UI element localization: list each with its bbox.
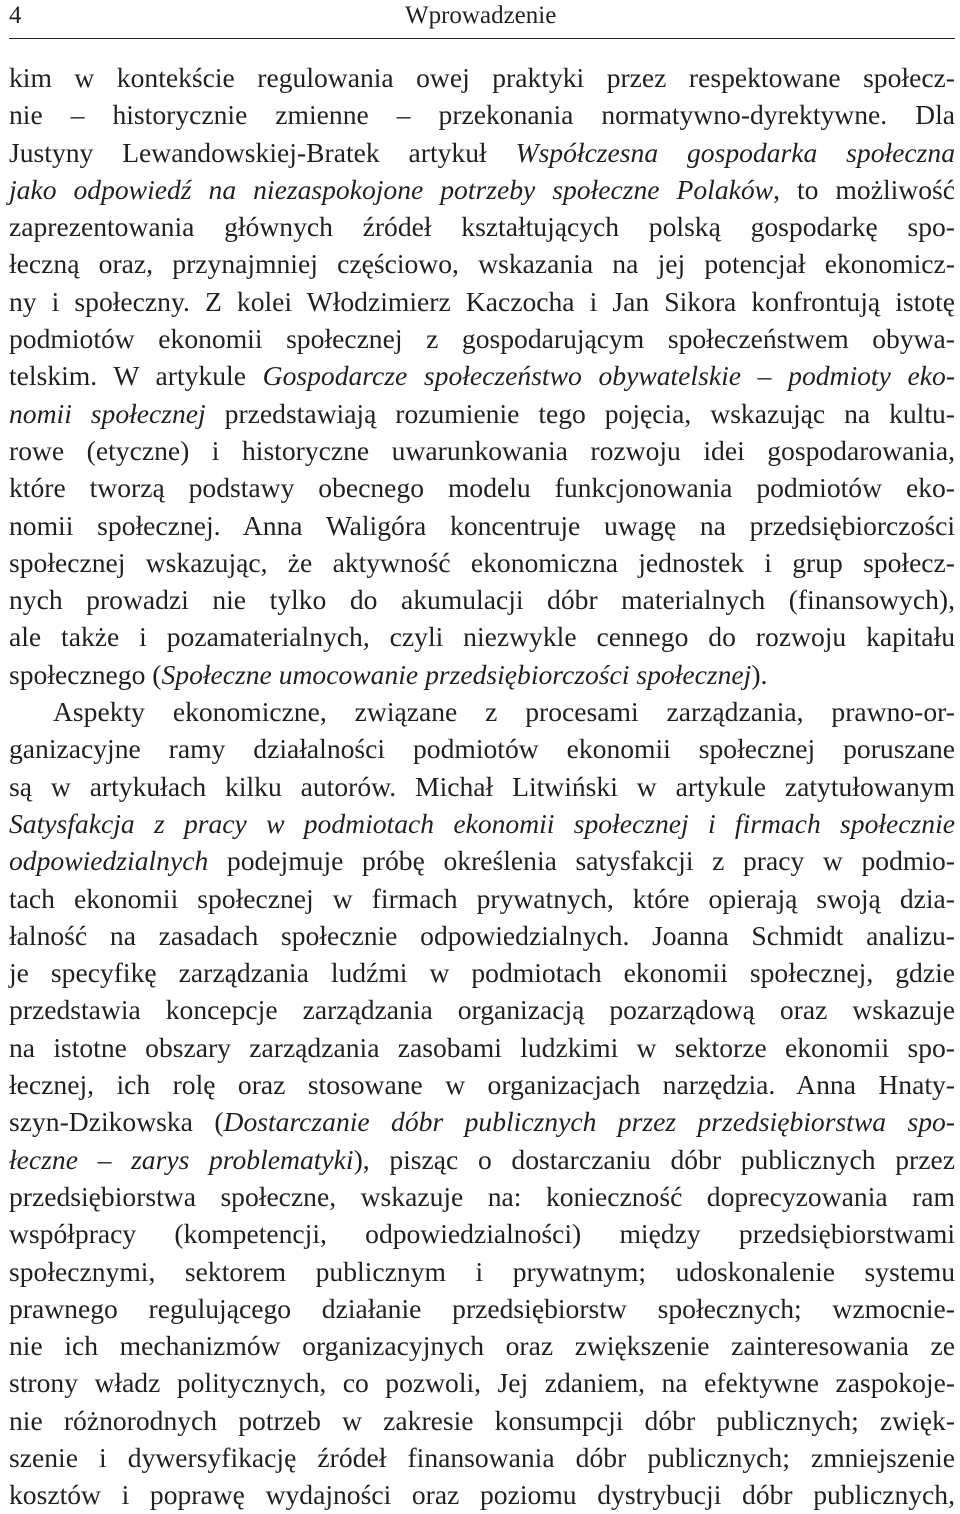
text-line	[9, 171, 955, 208]
text-line	[9, 917, 955, 954]
text-line	[9, 991, 955, 1028]
italic-title: Satysfakcja z pracy w podmiotach ekonomii społecznej i firmach społecznie	[9, 807, 955, 839]
text-line	[9, 954, 955, 991]
text-run: łecznej, ich rolę oraz stosowane w organizacjach narzędzia. Anna Hnaty-	[9, 1069, 955, 1101]
text-run: współpracy (kompetencji, odpowiedzialności) między przedsiębiorstwami	[9, 1218, 955, 1250]
text-run: tach ekonomii społecznej w firmach prywatnych, które opierają swoją dzia-	[9, 882, 955, 914]
text-line	[9, 1103, 955, 1140]
text-run: nomii społecznej. Anna Waligóra koncentruje uwagę na przedsiębiorczości	[9, 509, 955, 541]
text-run: przedsiębiorstwa społeczne, wskazuje na: konieczność doprecyzowania ram	[9, 1180, 955, 1212]
text-line	[9, 1327, 955, 1364]
text-run: przedstawia koncepcje zarządzania organizacją pozarządową oraz wskazuje	[9, 994, 955, 1026]
text-run: ganizacyjne ramy działalności podmiotów ekonomii społecznej poruszane	[9, 733, 955, 765]
text-run: Aspekty ekonomiczne, związane z procesami zarządzania, prawno-or-	[53, 696, 955, 728]
text-line	[9, 395, 955, 432]
text-run: ), pisząc o dostarczaniu dóbr publicznych przez	[353, 1143, 955, 1175]
text-line	[9, 1029, 955, 1066]
text-line	[9, 1066, 955, 1103]
running-head-title: Wprowadzenie	[405, 2, 557, 29]
text-run: podejmuje próbę określenia satysfakcji z pracy w podmio-	[208, 845, 955, 877]
text-run: prawnego regulującego działanie przedsiębiorstw społecznych; wzmocnie-	[9, 1292, 955, 1324]
text-line	[9, 805, 955, 842]
running-head	[9, 0, 955, 39]
text-run: społecznymi, sektorem publicznym i prywatnym; udoskonalenie systemu	[9, 1255, 955, 1287]
text-run: rowe (etyczne) i historyczne uwarunkowania rozwoju idei gospodarowania,	[9, 434, 955, 466]
text-run: podmiotów ekonomii społecznej z gospodarującym społeczeństwem obywa-	[9, 323, 955, 355]
text-run: są w artykułach kilku autorów. Michał Litwiński w artykule zatytułowanym	[9, 770, 955, 802]
italic-title: Dostarczanie dóbr publicznych przez przedsiębiorstwa spo-	[223, 1106, 955, 1138]
text-line	[9, 1290, 955, 1327]
italic-title: łeczne – zarys problematyki	[9, 1143, 354, 1175]
text-line	[9, 1402, 955, 1439]
text-run: strony władz politycznych, co pozwoli, Jej zdaniem, na efektywne zaspokoje-	[9, 1367, 955, 1399]
text-run: zaprezentowania głównych źródeł kształtujących polską gospodarkę spo-	[9, 211, 955, 243]
text-run: telskim. W artykule	[9, 360, 263, 392]
text-run: łeczną oraz, przynajmniej częściowo, wskazania na jej potencjał ekonomicz-	[9, 248, 955, 280]
text-run: nie – historycznie zmienne – przekonania normatywno-dyrektywne. Dla	[9, 99, 955, 131]
italic-title: nomii społecznej	[9, 397, 206, 429]
text-line	[9, 1439, 955, 1476]
text-line	[9, 1364, 955, 1401]
text-line	[9, 618, 955, 655]
text-run: Justyny Lewandowskiej-Bratek artykuł	[9, 136, 516, 168]
italic-title: odpowiedzialnych	[9, 845, 209, 877]
text-line	[9, 1476, 955, 1513]
text-run: nych prowadzi nie tylko do akumulacji dóbr materialnych (finansowych),	[9, 584, 955, 616]
text-line	[9, 880, 955, 917]
text-line	[9, 693, 955, 730]
body-text	[9, 59, 955, 1514]
text-run: na istotne obszary zarządzania zasobami ludzkimi w sektorze ekonomii spo-	[9, 1031, 955, 1063]
text-line	[9, 1215, 955, 1252]
text-line	[9, 544, 955, 581]
text-line	[9, 842, 955, 879]
italic-title: Społeczne umocowanie przedsiębiorczości społecznej	[161, 658, 752, 690]
text-line	[9, 507, 955, 544]
text-line	[9, 357, 955, 394]
text-line	[9, 59, 955, 96]
text-run: przedstawiają rozumienie tego pojęcia, wskazując na kultu-	[205, 397, 955, 429]
text-run: szenie i dywersyfikację źródeł finansowania dóbr publicznych; zmniejszenie	[9, 1441, 955, 1473]
text-line	[9, 1253, 955, 1290]
text-line	[9, 656, 955, 693]
text-line	[9, 730, 955, 767]
page-number: 4	[9, 2, 22, 29]
text-run: ale także i pozamaterialnych, czyli niezwykle cennego do rozwoju kapitału	[9, 621, 955, 653]
text-line	[9, 1141, 955, 1178]
text-run: szyn-Dzikowska (	[9, 1106, 224, 1138]
text-line	[9, 1178, 955, 1215]
text-line	[9, 432, 955, 469]
text-run: społecznego (	[9, 658, 162, 690]
text-run: kim w kontekście regulowania owej praktyki przez respektowane społecz-	[9, 62, 955, 93]
text-run: ny i społeczny. Z kolei Włodzimierz Kaczocha i Jan Sikora konfrontują istotę	[9, 285, 955, 317]
book-page	[9, 0, 956, 1511]
italic-title: jako odpowiedź na niezaspokojone potrzeby społeczne Polaków	[9, 173, 774, 205]
text-line	[9, 96, 955, 133]
text-run: kosztów i poprawę wydajności oraz poziomu dystrybucji dóbr publicznych,	[9, 1479, 955, 1511]
text-line	[9, 245, 955, 282]
italic-title: Gospodarcze społeczeństwo obywatelskie – podmioty eko-	[262, 360, 956, 392]
text-line	[9, 320, 955, 357]
text-run: społecznej wskazując, że aktywność ekonomiczna jednostek i grup społecz-	[9, 546, 955, 578]
text-line	[9, 768, 955, 805]
text-run: które tworzą podstawy obecnego modelu funkcjonowania podmiotów eko-	[9, 472, 955, 504]
text-line	[9, 283, 955, 320]
italic-title: Współczesna gospodarka społeczna	[515, 136, 956, 168]
text-run: ).	[751, 658, 768, 690]
text-run: nie różnorodnych potrzeb w zakresie konsumpcji dóbr publicznych; zwięk-	[9, 1404, 955, 1436]
text-run: nie ich mechanizmów organizacyjnych oraz zwiększenie zainteresowania ze	[9, 1330, 955, 1362]
text-line	[9, 581, 955, 618]
text-run: , to możliwość	[773, 173, 955, 205]
text-line	[9, 208, 955, 245]
text-line	[9, 469, 955, 506]
text-run: łalność na zasadach społecznie odpowiedzialnych. Joanna Schmidt analizu-	[9, 919, 955, 951]
text-run: je specyfikę zarządzania ludźmi w podmiotach ekonomii społecznej, gdzie	[9, 957, 955, 989]
text-line	[9, 134, 955, 171]
